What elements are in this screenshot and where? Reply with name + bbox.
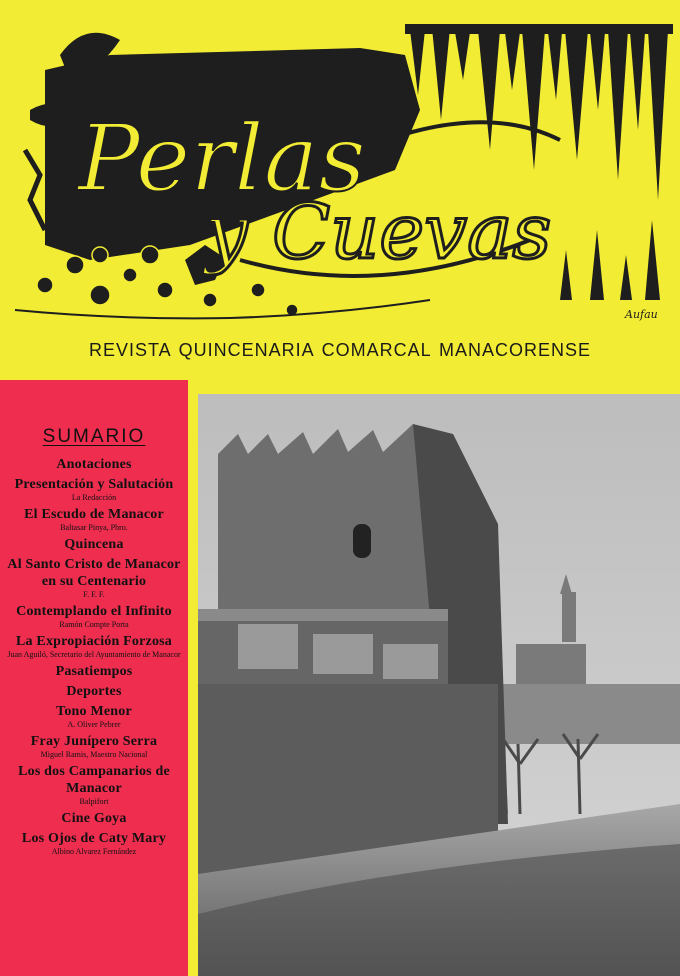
sumario-item — [0, 506, 188, 533]
item-title: Tono Menor — [56, 704, 132, 719]
sumario-heading: SUMARIO — [42, 426, 146, 447]
item-author: Miguel Ramis, Maestro Nacional — [40, 750, 148, 759]
sumario-item — [0, 633, 188, 660]
tower-photo-illustration — [198, 394, 680, 976]
sumario-item — [0, 476, 188, 503]
sumario-item — [0, 603, 188, 630]
item-title: Los Ojos de Caty Mary — [21, 831, 167, 846]
masthead — [0, 0, 680, 378]
sumario-item — [0, 683, 188, 700]
item-title: Cine Goya — [61, 811, 127, 826]
item-title: Anotaciones — [56, 457, 132, 472]
item-author: Baltasar Pinya, Pbro. — [60, 523, 128, 532]
item-title: Pasatiempos — [55, 664, 133, 679]
sumario-item — [0, 663, 188, 680]
sumario-item — [0, 703, 188, 730]
sumario-sidebar — [0, 380, 188, 976]
item-title: Presentación y Salutación — [14, 477, 174, 492]
masthead-subtitle: REVISTA QUINCENARIA COMARCAL MANACORENSE — [88, 340, 592, 360]
sumario-item — [0, 763, 188, 807]
sumario-item — [0, 536, 188, 553]
item-title: Los dos Campanarios de Manacor — [18, 764, 170, 796]
item-author: La Redacción — [71, 493, 117, 502]
item-author: F. F. F. — [83, 590, 105, 599]
item-author: Ramón Compte Porta — [59, 620, 129, 629]
title-line2: y Cuevas — [205, 187, 552, 276]
item-title: Deportes — [66, 684, 122, 699]
item-author: Albino Alvarez Fernández — [51, 847, 137, 856]
item-author: Balpifort — [79, 797, 109, 806]
sumario-item — [0, 830, 188, 857]
item-title: La Expropiación Forzosa — [15, 634, 173, 649]
sumario-item — [0, 556, 188, 600]
item-title: Fray Junípero Serra — [30, 734, 158, 749]
item-title: Quincena — [64, 537, 124, 552]
cover-photo — [198, 394, 680, 976]
title-line1: Perlas — [78, 105, 366, 212]
item-title: Contemplando el Infinito — [16, 604, 172, 619]
item-title: El Escudo de Manacor — [24, 507, 164, 522]
item-author: A. Oliver Pebrer — [67, 720, 121, 729]
masthead-illustration — [0, 0, 680, 378]
sumario-item — [0, 733, 188, 760]
sumario-item — [0, 456, 188, 473]
item-author: Juan Aguiló, Secretario del Ayuntamiento de Manacor — [7, 650, 181, 659]
sumario-list — [0, 456, 188, 857]
item-title: Al Santo Cristo de Manacor en su Centenario — [7, 557, 181, 589]
artist-signature: Aufau — [625, 308, 658, 321]
sumario-item — [0, 810, 188, 827]
